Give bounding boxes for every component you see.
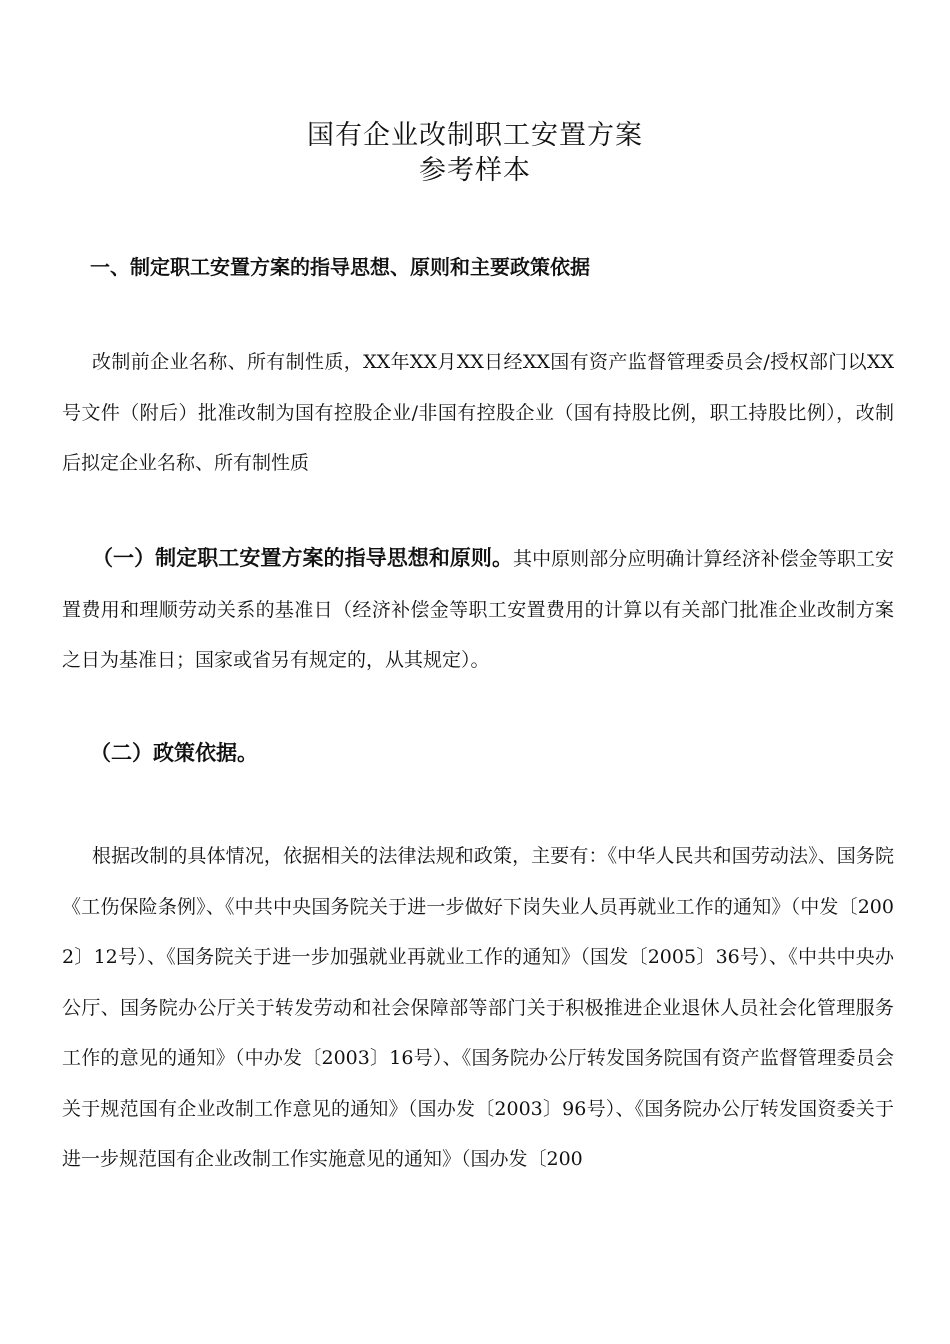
subsection-heading-2: （二）政策依据。: [90, 741, 258, 765]
paragraph-guiding-principles: [62, 533, 894, 686]
section-heading-1: 一、制定职工安置方案的指导思想、原则和主要政策依据: [90, 255, 590, 279]
paragraph-policy-basis: 根据改制的具体情况，依据相关的法律法规和政策，主要有：《中华人民共和国劳动法》、国务院《工伤保险条例》、《中共中央国务院关于进一步做好下岗失业人员再就业工作的通知》（中发〔2002〕12号）、《国务院关于进一步加强就业再就业工作的通知》（国发〔2005〕36号）、《中共中央办公厅、国务院办公厅关于转发劳动和社会保障部等部门关于积极推进企业退休人员社会化管理服务工作的意见的通知》（中办发〔2003〕16号）、《国务院办公厅转发国务院国有资产监督管理委员会关于规范国有企业改制工作意见的通知》（国办发〔2003〕96号）、《国务院办公厅转发国资委关于进一步规范国有企业改制工作实施意见的通知》（国办发〔200: [62, 845, 894, 1170]
title-block: [0, 118, 950, 188]
paragraph-enterprise-info: 改制前企业名称、所有制性质，XX年XX月XX日经XX国有资产监督管理委员会/授权部门以XX号文件（附后）批准改制为国有控股企业/非国有控股企业（国有持股比例，职工持股比例），改制后拟定企业名称、所有制性质: [62, 351, 894, 474]
subsection-text-1: 其中原则部分应明确计算经济补偿金等职工安置费用和理顺劳动关系的基准日（经济补偿金等职工安置费用的计算以有关部门批准企业改制方案之日为基准日；国家或省另有规定的，从其规定）。: [62, 548, 894, 671]
subsection-heading-1: （一）制定职工安置方案的指导思想和原则。: [92, 546, 514, 570]
document-subtitle: 参考样本: [419, 155, 531, 186]
document-title: 国有企业改制职工安置方案: [307, 120, 643, 151]
